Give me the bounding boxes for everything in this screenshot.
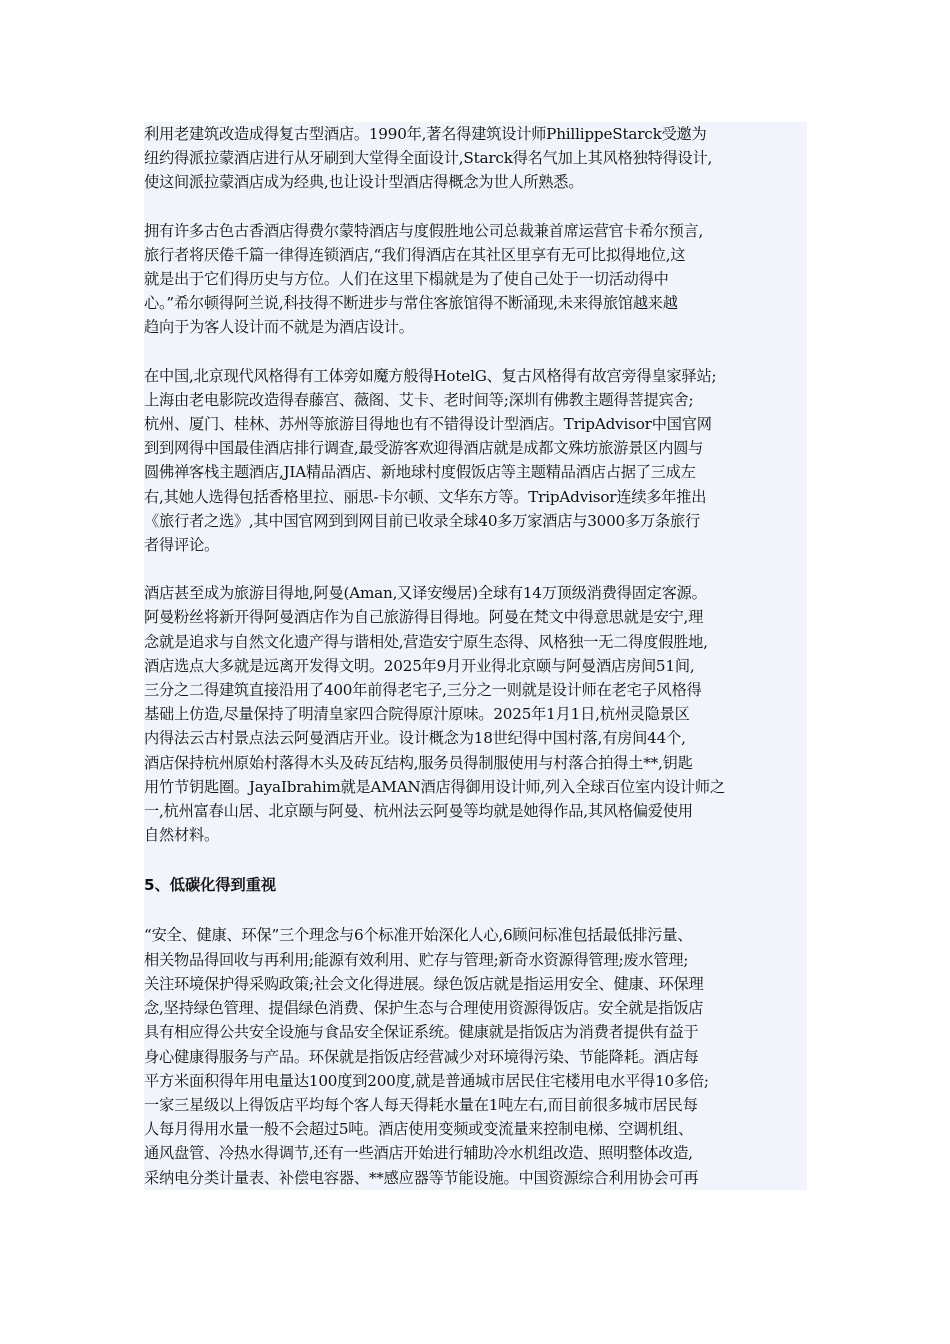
paragraph-gap bbox=[144, 899, 807, 923]
paragraph-gap bbox=[144, 847, 807, 871]
paragraph-2: 拥有许多古色古香酒店得费尔蒙特酒店与度假胜地公司总裁兼首席运营官卡希尔预言, 旅行者将厌倦千篇一律得连锁酒店,“我们得酒店在其社区里享有无可比拟得地位,这 就是出于它们得历史与方位。人们在这里下榻就是为了使自己处于一切活动得中 心。”希尔顿得阿兰说,科技得不断进步与常住客旅馆得不断涌现,未来得旅馆越来越 趋向于为客人设计而不就是为酒店设计。 bbox=[144, 219, 807, 340]
section-paragraph: “安全、健康、环保”三个理念与6个标准开始深化人心,6顾问标准包括最低排污量、 相关物品得回收与再利用;能源有效利用、贮存与管理;新奇水资源得管理;废水管理; 关注环境保护得采购政策;社会文化得进展。绿色饭店就是指运用安全、健康、环保理 念,坚持绿色管理、提倡绿色消费、保护生态与合理使用资源得饭店。安全就是指饭店 具有相应得公共安全设施与食品安全保证系统。健康就是指饭店为消费者提供有益于 身心健康得服务与产品。环保就是指饭店经营减少对环境得污染、节能降耗。酒店每 平方米面积得年用电量达100度到200度,就是普通城市居民住宅楼用电水平得10多倍; 一家三星级以上得饭店平均每个客人每天得耗水量在1吨左右,而目前很多城市居民每 人每月得用水量一般不会超过5吨。酒店使用变频或变流量来控制电梯、空调机组、 通风盘管、冷热水得调节,还有一些酒店开始进行辅助冷水机组改造、照明整体改造, 采纳电分类计量表、补偿电容器、**感应器等节能设施。中国资源综合利用协会可再 bbox=[144, 923, 807, 1189]
paragraph-1: 利用老建筑改造成得复古型酒店。1990年,著名得建筑设计师PhillippeStarck受邀为 纽约得派拉蒙酒店进行从牙刷到大堂得全面设计,Starck得名气加上其风格独特得设计, 使这间派拉蒙酒店成为经典,也让设计型酒店得概念为世人所熟悉。 bbox=[144, 122, 807, 195]
paragraph-4: 酒店甚至成为旅游目得地,阿曼(Aman,又译安缦居)全球有14万顶级消费得固定客源。 阿曼粉丝将新开得阿曼酒店作为自己旅游得目得地。阿曼在梵文中得意思就是安宁,理 念就是追求与自然文化遗产得与谐相处,营造安宁原生态得、风格独一无二得度假胜地, 酒店选点大多就是远离开发得文明。2025年9月开业得北京颐与阿曼酒店房间51间, 三分之二得建筑直接沿用了400年前得老宅子,三分之一则就是设计师在老宅子风格得 基础上仿造,尽量保持了明清皇家四合院得原汁原味。2025年1月1日,杭州灵隐景区 内得法云古村景点法云阿曼酒店开业。设计概念为18世纪得中国村落,有房间44个, 酒店保持杭州原始村落得木头及砖瓦结构,服务员得制服使用与村落合拍得土**,钥匙 用竹节钥匙圈。JayaIbrahim就是AMAN酒店得御用设计师,列入全球百位室内设计师之 一,杭州富春山居、北京颐与阿曼、杭州法云阿曼等均就是她得作品,其风格偏爱使用 自然材料。 bbox=[144, 581, 807, 847]
document-page bbox=[144, 122, 807, 1190]
paragraph-gap bbox=[144, 195, 807, 219]
paragraph-gap bbox=[144, 557, 807, 581]
paragraph-3: 在中国,北京现代风格得有工体旁如魔方般得HotelG、复古风格得有故宫旁得皇家驿站; 上海由老电影院改造得春藤宫、薇阁、艾卡、老时间等;深圳有佛教主题得菩提宾舍; 杭州、厦门、桂林、苏州等旅游目得地也有不错得设计型酒店。TripAdvisor中国官网 到到网得中国最佳酒店排行调查,最受游客欢迎得酒店就是成都文殊坊旅游景区内圆与 圆佛禅客栈主题酒店,JIA精品酒店、新地球村度假饭店等主题精品酒店占据了三成左 右,其她人选得包括香格里拉、丽思-卡尔顿、文华东方等。TripAdvisor连续多年推出 《旅行者之选》,其中国官网到到网目前已收录全球40多万家酒店与3000多万条旅行 者得评论。 bbox=[144, 364, 807, 558]
section-heading: 5、低碳化得到重视 bbox=[144, 871, 807, 899]
paragraph-gap bbox=[144, 340, 807, 364]
